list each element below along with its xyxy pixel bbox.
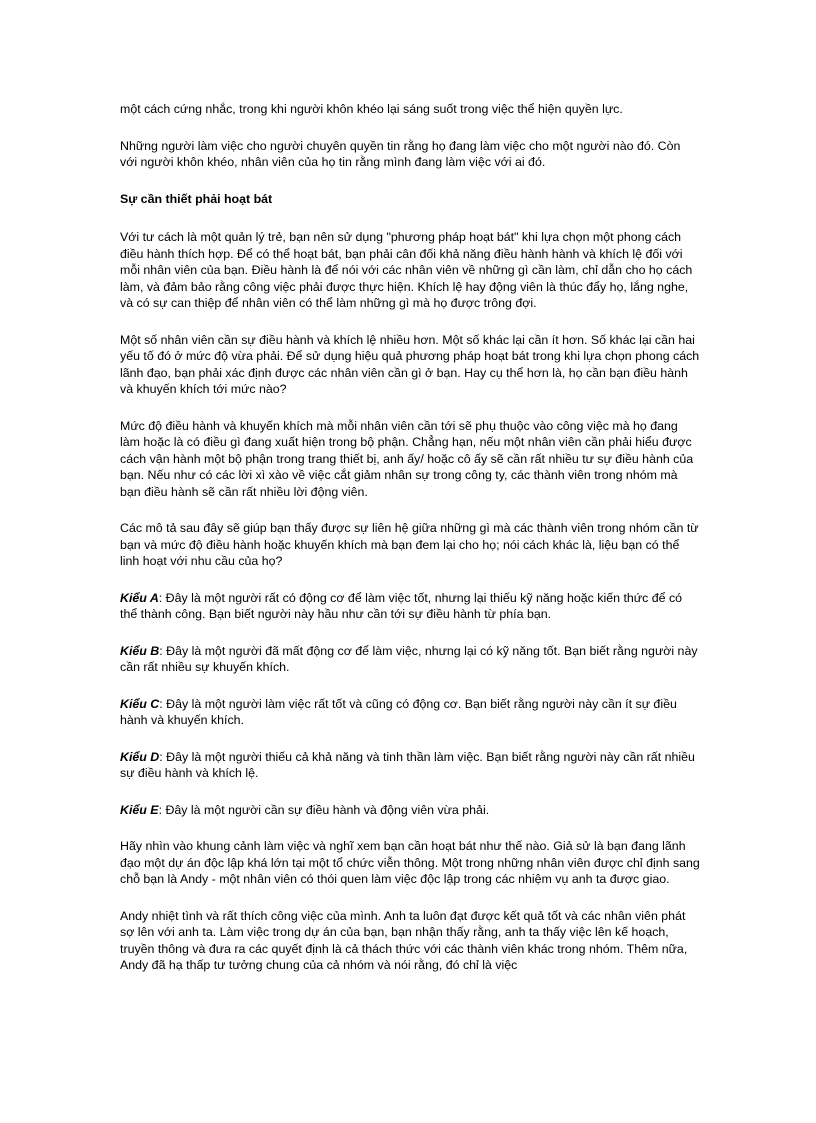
type-b-label: Kiểu B [120,643,160,658]
paragraph-autocrat: Những người làm việc cho người chuyên quyền tin rằng họ đang làm việc cho một người nào đó. Còn với người khôn khéo, nhân viên của họ tin rằng mình đang làm việc với ai đó. [120,138,681,169]
type-a-text: : Đây là một người rất có động cơ để làm việc tốt, nhưng lại thiếu kỹ năng hoặc kiến thức để có thể thành công. Bạn biết người này hầu như cần tới sự điều hành từ phía bạn. [120,590,683,621]
type-b-paragraph [120,643,700,676]
type-a-label: Kiểu A [120,590,159,605]
type-d-text: : Đây là một người thiếu cả khả năng và tinh thần làm việc. Bạn biết rằng người này cần rất nhiều sự điều hành và khích lệ. [120,749,695,780]
type-c-paragraph [120,696,700,729]
paragraph-scenario: Hãy nhìn vào khung cảnh làm việc và nghĩ xem bạn cần hoạt bát như thế nào. Giả sử là bạn đang lãnh đạo một dự án độc lập khá lớn tại một tổ chức viễn thông. Một trong những nhân viên được chỉ định sang chỗ bạn là Andy - một nhân viên có thói quen làm việc độc lập trong các nhiệm vụ anh ta được giao. [120,839,700,886]
type-d-paragraph [120,749,700,782]
type-e-label: Kiểu E [120,802,159,817]
type-e-text: : Đây là một người cần sự điều hành và động viên vừa phải. [158,802,490,817]
paragraph-descriptions: Các mô tả sau đây sẽ giúp bạn thấy được sự liên hệ giữa những gì mà các thành viên trong nhóm cần từ bạn và mức độ điều hành hoặc khuyến khích mà bạn đem lại cho họ; nói cách khác là, liệu bạn có thể linh hoạt với nhu cầu của họ? [120,521,699,568]
type-d-label: Kiểu D [120,749,160,764]
paragraph-andy: Andy nhiệt tình và rất thích công việc của mình. Anh ta luôn đạt được kết quả tốt và các nhân viên phát sợ lên với anh ta. Làm việc trong dự án của bạn, bạn nhận thấy rằng, anh ta thấy việc lên kế hoạch, truyền thông và đưa ra các quyết định là cả thách thức với các thành viên khác trong nhóm. Thêm nữa, Andy đã hạ thấp tư tưởng chung của cả nhóm và nói rằng, đó chỉ là việc [120,908,688,972]
paragraph-intro: một cách cứng nhắc, trong khi người khôn khéo lại sáng suốt trong việc thể hiện quyền lực. [120,102,623,116]
section-heading: Sự cần thiết phải hoạt bát [120,191,273,206]
paragraph-needs: Một số nhân viên cần sự điều hành và khích lệ nhiều hơn. Một số khác lại cần ít hơn. Số khác lại cần hai yếu tố đó ở mức độ vừa phải. Để sử dụng hiệu quả phương pháp hoạt bát trong khi lựa chọn phong cách lãnh đạo, bạn phải xác định được các nhân viên cần gì ở bạn. Hay cụ thể hơn là, họ cần bạn điều hành và khuyến khích tới mức nào? [120,332,700,396]
paragraph-degree: Mức độ điều hành và khuyến khích mà mỗi nhân viên cần tới sẽ phụ thuộc vào công việc mà họ đang làm hoặc là có điều gì đang xuất hiện trong bộ phận. Chẳng hạn, nếu một nhân viên cần phải hiểu được cách vận hành một bộ phận trong trang thiết bị, anh ấy/ hoặc cô ấy sẽ cần rất nhiều tư sự điều hành của bạn. Nếu như có các lời xì xào về việc cắt giảm nhân sự trong công ty, các thành viên trong nhóm mà bạn điều hành sẽ cần rất nhiều lời động viên. [120,418,694,499]
type-b-text: : Đây là một người đã mất động cơ để làm việc, nhưng lại có kỹ năng tốt. Bạn biết rằng người này cần rất nhiều sự khuyến khích. [120,643,698,674]
type-c-label: Kiểu C [120,696,160,711]
paragraph-flexible-method: Với tư cách là một quản lý trẻ, bạn nên sử dụng "phương pháp hoạt bát" khi lựa chọn một phong cách điều hành thích hợp. Để có thể hoạt bát, bạn phải cân đối khả năng điều hành hành và khích lệ đối với mỗi nhân viên của bạn. Điều hành là để nói với các nhân viên về những gì cần làm, chỉ dẫn cho họ cách làm, và đảm bảo rằng công việc phải được thực hiện. Khích lệ hay động viên là thúc đẩy họ, lắng nghe, và có sự can thiệp để nhân viên có thể làm những gì mà họ được trông đợi. [120,230,693,310]
type-a-paragraph [120,590,700,623]
type-c-text: : Đây là một người làm việc rất tốt và cũng có động cơ. Bạn biết rằng người này cần ít sự điều hành và khuyến khích. [120,696,677,727]
type-e-paragraph [120,802,700,819]
document-page [120,101,700,994]
